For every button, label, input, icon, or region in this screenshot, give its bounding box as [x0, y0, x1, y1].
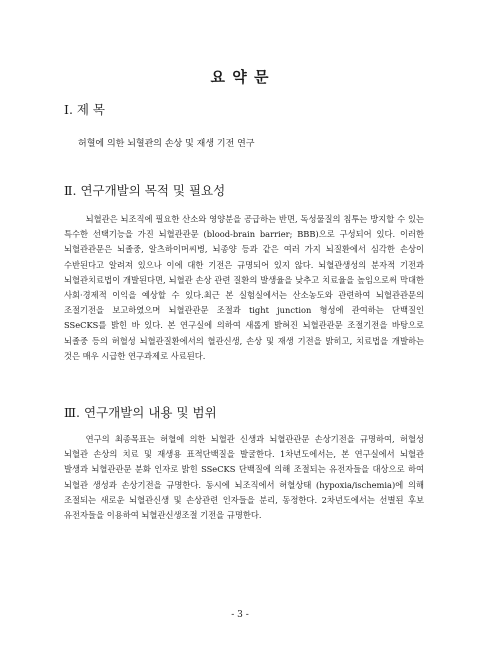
section-heading-scope: Ⅲ. 연구개발의 내용 및 범위	[64, 405, 217, 420]
subject-text: 허혈에 의한 뇌혈관의 손상 및 재생 기전 연구	[78, 139, 255, 149]
section-heading-subject: Ⅰ. 제 목	[64, 102, 106, 117]
section-heading-purpose: Ⅱ. 연구개발의 목적 및 필요성	[64, 183, 226, 198]
scope-paragraph: 연구의 최종목표는 허혈에 의한 뇌혈관 신생과 뇌혈관관문 손상기전을 규명하여, 허혈성 뇌혈관 손상의 치료 및 재생용 표적단백질을 발굴한다. 1차년도에서는, 본 연구실에서 뇌혈관 발생과 뇌혈관관문 분화 인자로 밝힌 SSeCKS 단백질에 의해 조절되는 유전자들을 대상으로 하여 뇌혈관 생성과 손상기전을 규명한다. 동시에 뇌조직에서 허혈상태 (hypoxia/ischemia)에 의해 조절되는 새로운 뇌혈관신생 및 손상관련 인자들을 분리, 동정한다. 2차년도에서는 선별된 후보 유전자들을 이용하여 뇌혈관신생조절 기전을 규명한다.	[64, 434, 424, 521]
purpose-paragraph: 뇌혈관은 뇌조직에 필요한 산소와 영양분을 공급하는 반면, 독성물질의 침투는 방지할 수 있는 특수한 선택기능을 가진 뇌혈관관문 (blood-brain barrier; BBB)으로 구성되어 있다. 이러한 뇌혈관관문은 뇌졸중, 알츠하이머씨병, 뇌종양 등과 같은 여러 가지 뇌질환에서 심각한 손상이 수반된다고 알려져 있으나 이에 대한 기전은 규명되어 있지 않다. 뇌혈관생성의 분자적 기전과 뇌혈관치료법이 개발된다면, 뇌혈관 손상 관련 질환의 발생율을 낮추고 치료율을 높임으로써 막대한 사회·경제적 이익을 예상할 수 있다.최근 본 실험실에서는 산소농도와 관련하여 뇌혈관관문의 조절기전을 보고하였으며 뇌혈관관문 조절과 tight junction 형성에 관여하는 단백질인 SSeCKS를 밝힌 바 있다. 본 연구실에 의하여 새롭게 밝혀진 뇌혈관관문 조절기전을 바탕으로 뇌졸중 등의 허혈성 뇌혈관질환에서의 혈관신생, 손상 및 재생 기전을 밝히고, 치료법을 개발하는 것은 매우 시급한 연구과제로 사료된다.	[64, 214, 424, 361]
page-number: - 3 -	[231, 610, 249, 620]
document-title: 요 약 문	[210, 68, 270, 86]
